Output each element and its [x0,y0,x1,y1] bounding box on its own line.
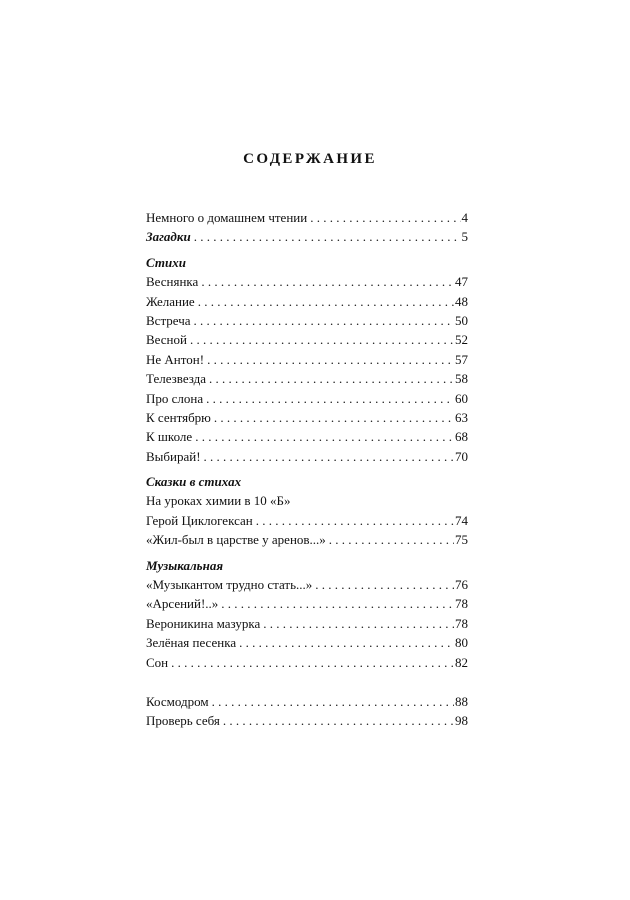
toc-entry[interactable] [146,594,468,613]
page-title: СОДЕРЖАНИЕ [243,151,377,167]
leader-dots [171,653,454,672]
toc-entry-page: 5 [461,229,468,245]
toc-entry-label: Весной [146,332,187,348]
toc-entry-page: 63 [455,409,468,425]
toc-entry-label: «Музыкантом трудно стать...» [146,577,313,593]
leader-dots [221,594,454,613]
toc-entry-page: 82 [455,654,468,670]
subsection-heading: На уроках химии в 10 «Б» [146,493,291,509]
toc-entry-page: 75 [455,532,468,548]
toc-entry-label: Вероникина мазурка [146,615,261,631]
toc-entry[interactable] [146,711,468,730]
leader-dots [212,692,454,711]
leader-dots [194,311,454,330]
toc-entry[interactable] [146,227,468,246]
toc-entry-page: 4 [461,210,468,225]
leader-dots [239,633,454,652]
toc-entry[interactable] [146,653,468,672]
toc-entry[interactable] [146,408,468,427]
toc-entry[interactable] [146,614,468,633]
leader-dots [329,530,454,549]
toc-entry-label: Желание [146,293,195,309]
leader-dots [256,511,454,530]
toc-entry-label: К сентябрю [146,409,211,425]
toc-entry-label: Телезвезда [146,371,207,387]
toc-entry-label: Выбирай! [146,448,201,464]
toc-entry-label: Сон [146,654,169,670]
toc-entry-page: 50 [455,312,468,328]
toc-entry[interactable] [146,208,468,227]
toc-entry[interactable] [146,575,468,594]
toc-entry-page: 60 [455,390,468,406]
toc-entry-page: 88 [455,693,468,709]
toc-entry-label: «Арсений!..» [146,596,219,612]
leader-dots [263,614,454,633]
toc-entry-page: 58 [455,371,468,387]
toc-entry-label: Загадки [146,229,191,245]
leader-dots [214,408,454,427]
toc-entry[interactable] [146,292,468,311]
toc-entry[interactable] [146,350,468,369]
toc-entry-label: Не Антон! [146,351,205,367]
toc-entry-page: 48 [455,293,468,309]
toc-entry[interactable] [146,530,468,549]
section-heading-tales: Сказки в стихах [146,474,242,490]
toc-entry-page: 98 [455,713,468,729]
table-of-contents [146,208,468,731]
leader-dots [194,227,461,246]
toc-entry-page: 76 [455,577,468,593]
toc-entry-label: Космодром [146,693,209,709]
leader-dots [209,369,454,388]
toc-entry-label: Зелёная песенка [146,635,237,651]
toc-entry-page: 74 [455,512,468,528]
toc-entry[interactable] [146,511,468,530]
toc-entry[interactable] [146,369,468,388]
toc-entry-label: Немного о домашнем чтении [146,210,308,225]
toc-entry[interactable] [146,311,468,330]
toc-entry-label: Герой Циклогексан [146,512,253,528]
toc-entry-page: 70 [455,448,468,464]
toc-entry-page: 78 [455,615,468,631]
leader-dots [315,575,454,594]
toc-entry-label: Веснянка [146,274,199,290]
toc-entry-page: 68 [455,429,468,445]
toc-entry[interactable] [146,272,468,291]
toc-entry[interactable] [146,389,468,408]
toc-entry[interactable] [146,330,468,349]
leader-dots [198,292,454,311]
toc-entry[interactable] [146,427,468,446]
toc-entry-page: 57 [455,351,468,367]
toc-entry-label: Проверь себя [146,713,220,729]
toc-entry-label: «Жил-был в царстве у аренов...» [146,532,326,548]
toc-entry-page: 78 [455,596,468,612]
leader-dots [190,330,454,349]
section-heading-music: Музыкальная [146,557,224,573]
leader-dots [204,447,454,466]
toc-entry[interactable] [146,447,468,466]
toc-entry-label: Встреча [146,312,191,328]
leader-dots [223,711,454,730]
toc-entry[interactable] [146,692,468,711]
toc-entry-page: 47 [455,274,468,290]
toc-entry-label: Про слона [146,390,204,406]
toc-entry-page: 52 [455,332,468,348]
leader-dots [310,208,460,227]
toc-entry-label: К школе [146,429,193,445]
leader-dots [206,389,454,408]
leader-dots [195,427,454,446]
toc-entry-page: 80 [455,635,468,651]
leader-dots [201,272,454,291]
section-heading-poems: Стихи [146,254,186,270]
leader-dots [207,350,454,369]
toc-entry[interactable] [146,633,468,652]
